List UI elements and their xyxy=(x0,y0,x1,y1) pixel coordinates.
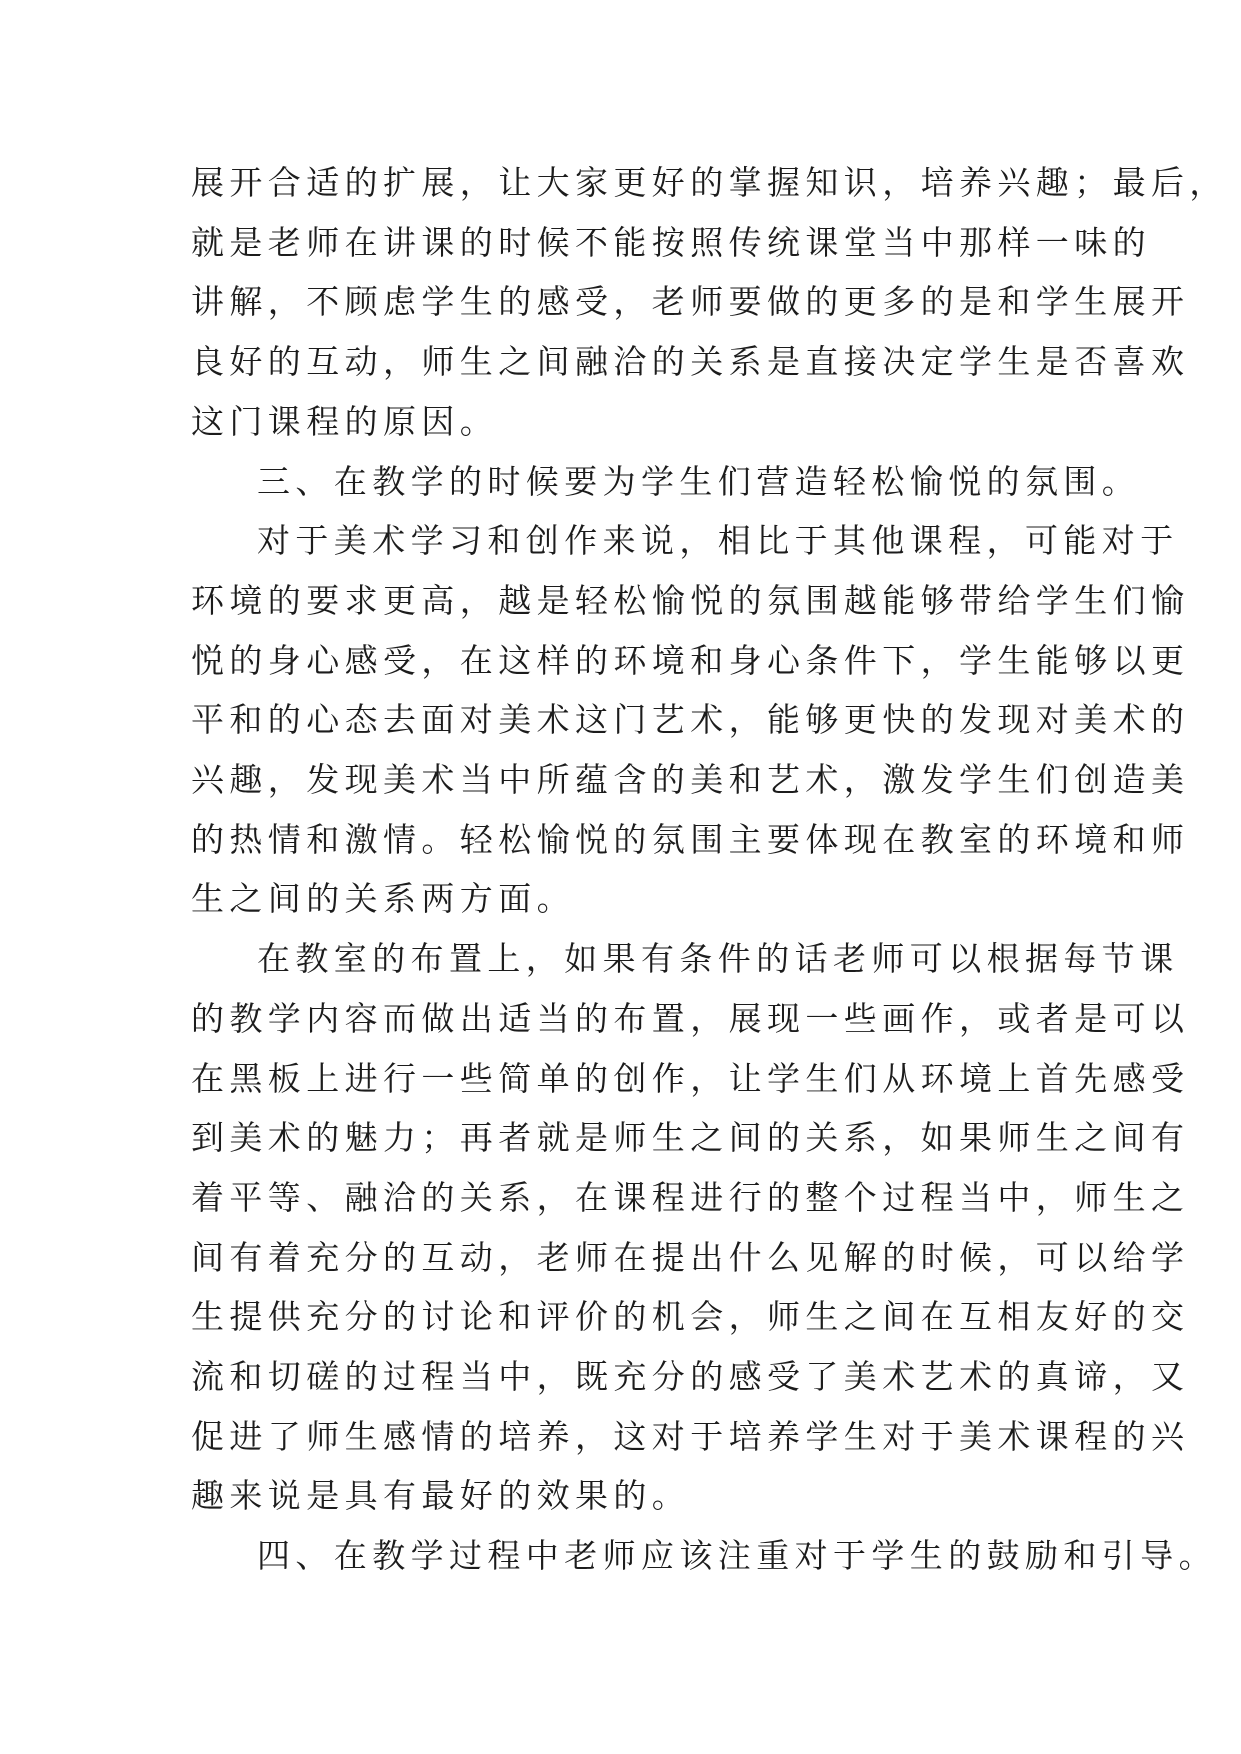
body-paragraph xyxy=(191,511,1190,929)
text-line: 环境的要求更高，越是轻松愉悦的氛围越能够带给学生们愉 xyxy=(191,580,1190,620)
text-line: 流和切磋的过程当中，既充分的感受了美术艺术的真谛，又 xyxy=(191,1357,1190,1397)
text-line: 悦的身心感受，在这样的环境和身心条件下，学生能够以更 xyxy=(191,640,1190,680)
document-body xyxy=(191,153,1228,1586)
text-line: 的热情和激情。轻松愉悦的氛围主要体现在教室的环境和师 xyxy=(191,819,1190,859)
text-line: 展开合适的扩展，让大家更好的掌握知识，培养兴趣；最后， xyxy=(191,163,1228,202)
text-line: 在黑板上进行一些简单的创作，让学生们从环境上首先感受 xyxy=(191,1058,1190,1098)
text-line: 到美术的魅力；再者就是师生之间的关系，如果师生之间有 xyxy=(191,1118,1190,1158)
heading-text: 四、在教学过程中老师应该注重对于学生的鼓励和引导。 xyxy=(257,1536,1217,1576)
text-line: 良好的互动，师生之间融洽的关系是直接决定学生是否喜欢 xyxy=(191,342,1190,382)
section-heading xyxy=(191,1526,1217,1586)
text-line: 促进了师生感情的培养，这对于培养学生对于美术课程的兴 xyxy=(191,1416,1190,1456)
body-paragraph xyxy=(191,153,1228,452)
text-line: 着平等、融洽的关系，在课程进行的整个过程当中，师生之 xyxy=(191,1177,1190,1217)
text-line: 的教学内容而做出适当的布置，展现一些画作，或者是可以 xyxy=(191,998,1190,1038)
text-line: 在教室的布置上，如果有条件的话老师可以根据每节课 xyxy=(257,939,1179,979)
text-line: 这门课程的原因。 xyxy=(191,401,499,441)
text-line: 讲解，不顾虑学生的感受，老师要做的更多的是和学生展开 xyxy=(191,282,1190,322)
text-line: 生提供充分的讨论和评价的机会，师生之间在互相友好的交 xyxy=(191,1297,1190,1337)
text-line: 间有着充分的互动，老师在提出什么见解的时候，可以给学 xyxy=(191,1237,1190,1277)
section-heading xyxy=(191,452,1141,512)
body-paragraph xyxy=(191,929,1190,1526)
text-line: 兴趣，发现美术当中所蕴含的美和艺术，激发学生们创造美 xyxy=(191,760,1190,800)
text-line: 就是老师在讲课的时候不能按照传统课堂当中那样一味的 xyxy=(191,222,1151,262)
text-line: 平和的心态去面对美术这门艺术，能够更快的发现对美术的 xyxy=(191,700,1190,740)
text-line: 对于美术学习和创作来说，相比于其他课程，可能对于 xyxy=(257,521,1179,561)
heading-text: 三、在教学的时候要为学生们营造轻松愉悦的氛围。 xyxy=(257,461,1141,501)
text-line: 趣来说是具有最好的效果的。 xyxy=(191,1476,691,1516)
text-line: 生之间的关系两方面。 xyxy=(191,879,575,919)
